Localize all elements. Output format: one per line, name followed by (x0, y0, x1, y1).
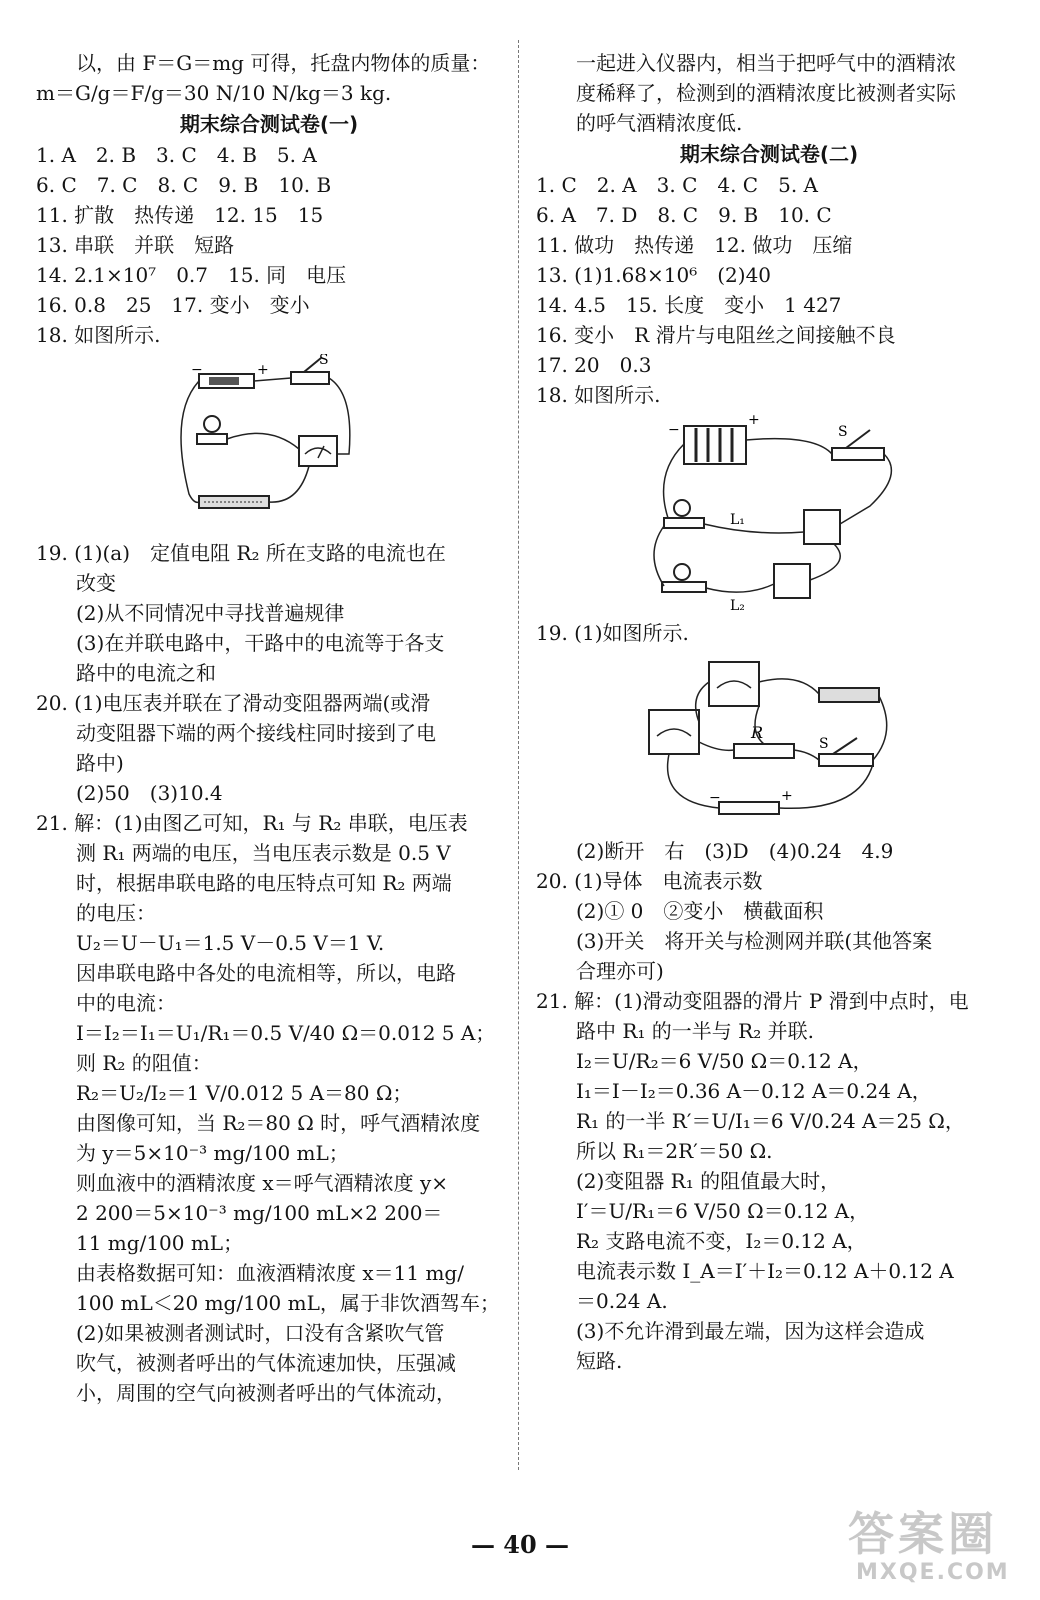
ammeter-icon (649, 710, 699, 754)
answer-line: 18. 如图所示. (536, 383, 661, 407)
answer-line: 11. 扩散 热传递 12. 15 15 (36, 203, 324, 227)
intro-line: 一起进入仪器内，相当于把呼气中的酒精浓 (576, 51, 956, 75)
solution-line: R₁ 的一半 R′＝U/I₁＝6 V/0.24 A＝25 Ω， (576, 1109, 965, 1133)
answer-line: 14. 2.1×10⁷ 0.7 15. 同 电压 (36, 263, 347, 287)
page-number: — 40 — (470, 1530, 570, 1559)
right-column (536, 48, 1002, 1376)
solution-line: (2)变阻器 R₁ 的阻值最大时， (576, 1169, 841, 1193)
answer-line: 16. 0.8 25 17. 变小 变小 (36, 293, 310, 317)
bulb-l2-icon (674, 564, 690, 580)
solution-line: ＝0.24 A. (576, 1289, 668, 1313)
solution-line: 为 y＝5×10⁻³ mg/100 mL； (76, 1141, 349, 1165)
solution-line: 21. 解：(1)滑动变阻器的滑片 P 滑到中点时，电 (536, 989, 969, 1013)
l1-label: L₁ (730, 512, 745, 528)
answer-line: (2)断开 右 (3)D (4)0.24 4.9 (576, 839, 894, 863)
solution-line: 则 R₂ 的阻值： (76, 1051, 212, 1075)
l2-label: L₂ (730, 598, 745, 614)
left-column (36, 48, 502, 1408)
solution-line: 小，周围的空气向被测者呼出的气体流动， (76, 1381, 456, 1405)
solution-line: 吹气，被测者呼出的气体流速加快，压强减 (76, 1351, 456, 1375)
battery-cell (209, 377, 239, 385)
answer-line: (2)① 0 ②变小 横截面积 (576, 899, 824, 923)
voltmeter-icon (709, 662, 759, 706)
answer-line: 14. 4.5 15. 长度 变小 1 427 (536, 293, 842, 317)
switch-label: S (319, 354, 329, 368)
section-title-exam-2: 期末综合测试卷(二) (679, 142, 859, 166)
circuit-diagram-q18-exam1 (169, 354, 369, 534)
ammeter-icon (299, 436, 337, 466)
answer-line: 19. (1)(a) 定值电阻 R₂ 所在支路的电流也在 (36, 541, 446, 565)
circuit-diagram-q18-exam2 (634, 414, 904, 614)
ammeter-1-icon (804, 510, 840, 544)
rheostat-icon (819, 688, 879, 702)
solution-line: 由图像可知，当 R₂＝80 Ω 时，呼气酒精浓度 (76, 1111, 481, 1135)
column-divider (518, 40, 519, 1470)
answer-line: 11. 做功 热传递 12. 做功 压缩 (536, 233, 853, 257)
plus-label: + (748, 414, 760, 428)
solution-line: 所以 R₁＝2R′＝50 Ω. (576, 1139, 773, 1163)
switch-icon (832, 448, 884, 460)
watermark-brand: 答案圈 (848, 1507, 998, 1561)
resistor-label: R (751, 723, 764, 742)
minus-label: − (668, 422, 680, 438)
solution-line: I₁＝I－I₂＝0.36 A－0.12 A＝0.24 A， (576, 1079, 932, 1103)
solution-line: 路中 R₁ 的一半与 R₂ 并联. (576, 1019, 814, 1043)
answer-line: 1. A 2. B 3. C 4. B 5. A (36, 143, 317, 167)
answer-line: 路中的电流之和 (76, 661, 216, 685)
minus-label: − (191, 362, 203, 378)
answer-line: 20. (1)电压表并联在了滑动变阻器两端(或滑 (36, 691, 431, 715)
intro-line-2: m＝G/g＝F/g＝30 N/10 N/kg＝3 kg. (36, 81, 392, 105)
answer-line: 合理亦可) (576, 959, 664, 983)
bulb-icon (204, 416, 220, 432)
switch-label: S (819, 736, 829, 752)
answer-line: (2)50 (3)10.4 (76, 781, 223, 805)
answer-line: 6. C 7. C 8. C 9. B 10. B (36, 173, 332, 197)
answer-line: (2)从不同情况中寻找普遍规律 (76, 601, 345, 625)
solution-line: R₂ 支路电流不变，I₂＝0.12 A， (576, 1229, 867, 1253)
solution-line: (2)如果被测者测试时，口没有含紧吹气管 (76, 1321, 445, 1345)
intro-line: 度稀释了，检测到的酒精浓度比被测者实际 (576, 81, 956, 105)
solution-line: I＝I₂＝I₁＝U₁/R₁＝0.5 V/40 Ω＝0.012 5 A； (76, 1021, 496, 1045)
solution-line: 21. 解：(1)由图乙可知，R₁ 与 R₂ 串联，电压表 (36, 811, 468, 835)
answer-line: 6. A 7. D 8. C 9. B 10. C (536, 203, 832, 227)
solution-line: 2 200＝5×10⁻³ mg/100 mL×2 200＝ (76, 1201, 443, 1225)
minus-label: − (709, 790, 721, 806)
answer-line: 16. 变小 R 滑片与电阻丝之间接触不良 (536, 323, 896, 347)
solution-line: 由表格数据可知：血液酒精浓度 x＝11 mg/ (76, 1261, 464, 1285)
switch-icon (291, 372, 329, 384)
section-title-exam-1: 期末综合测试卷(一) (179, 112, 359, 136)
ammeter-2-icon (774, 564, 810, 598)
watermark-logo (848, 1508, 1028, 1596)
switch-icon (819, 754, 873, 766)
plus-label: + (257, 362, 269, 378)
solution-line: 中的电流： (76, 991, 176, 1015)
solution-line: 时，根据串联电路的电压特点可知 R₂ 两端 (76, 871, 452, 895)
answer-line: 19. (1)如图所示. (536, 621, 689, 645)
switch-label: S (838, 424, 848, 440)
solution-line: 因串联电路中各处的电流相等，所以，电路 (76, 961, 456, 985)
answer-line: 20. (1)导体 电流表示数 (536, 869, 763, 893)
answer-line: (3)在并联电路中，干路中的电流等于各支 (76, 631, 445, 655)
answer-line: 13. (1)1.68×10⁶ (2)40 (536, 263, 772, 287)
solution-line: R₂＝U₂/I₂＝1 V/0.012 5 A＝80 Ω； (76, 1081, 413, 1105)
solution-line: I′＝U/R₁＝6 V/50 Ω＝0.12 A， (576, 1199, 870, 1223)
solution-line: U₂＝U－U₁＝1.5 V－0.5 V＝1 V. (76, 931, 385, 955)
solution-line: 电流表示数 I_A＝I′＋I₂＝0.12 A＋0.12 A (576, 1259, 954, 1283)
answer-line: 13. 串联 并联 短路 (36, 233, 235, 257)
answer-line: 路中) (76, 751, 124, 775)
intro-line: 的呼气酒精浓度低. (576, 111, 743, 135)
circuit-diagram-q19-exam2 (639, 652, 899, 832)
answer-line: 18. 如图所示. (36, 323, 161, 347)
answer-line: 1. C 2. A 3. C 4. C 5. A (536, 173, 818, 197)
answer-line: 动变阻器下端的两个接线柱同时接到了电 (76, 721, 436, 745)
answer-line: (3)开关 将开关与检测网并联(其他答案 (576, 929, 933, 953)
intro-line-1: 以，由 F＝G＝mg 可得，托盘内物体的质量： (76, 51, 491, 75)
battery-pack-icon (684, 426, 746, 464)
answer-line: 17. 20 0.3 (536, 353, 652, 377)
solution-line: I₂＝U/R₂＝6 V/50 Ω＝0.12 A， (576, 1049, 873, 1073)
solution-line: 100 mL＜20 mg/100 mL，属于非饮酒驾车； (76, 1291, 500, 1315)
resistor-icon (734, 744, 794, 758)
watermark-domain: MXQE.COM (856, 1560, 1010, 1585)
bulb-base (197, 434, 227, 444)
solution-line: 则血液中的酒精浓度 x＝呼气酒精浓度 y× (76, 1171, 449, 1195)
solution-line: 的电压： (76, 901, 156, 925)
solution-line: (3)不允许滑到最左端，因为这样会造成 (576, 1319, 925, 1343)
bulb-l1-icon (674, 500, 690, 516)
solution-line: 11 mg/100 mL； (76, 1231, 244, 1255)
answer-line: 改变 (76, 571, 116, 595)
battery-icon (719, 802, 779, 814)
solution-line: 短路. (576, 1349, 623, 1373)
plus-label: + (781, 788, 793, 804)
solution-line: 测 R₁ 两端的电压，当电压表示数是 0.5 V (76, 841, 451, 865)
